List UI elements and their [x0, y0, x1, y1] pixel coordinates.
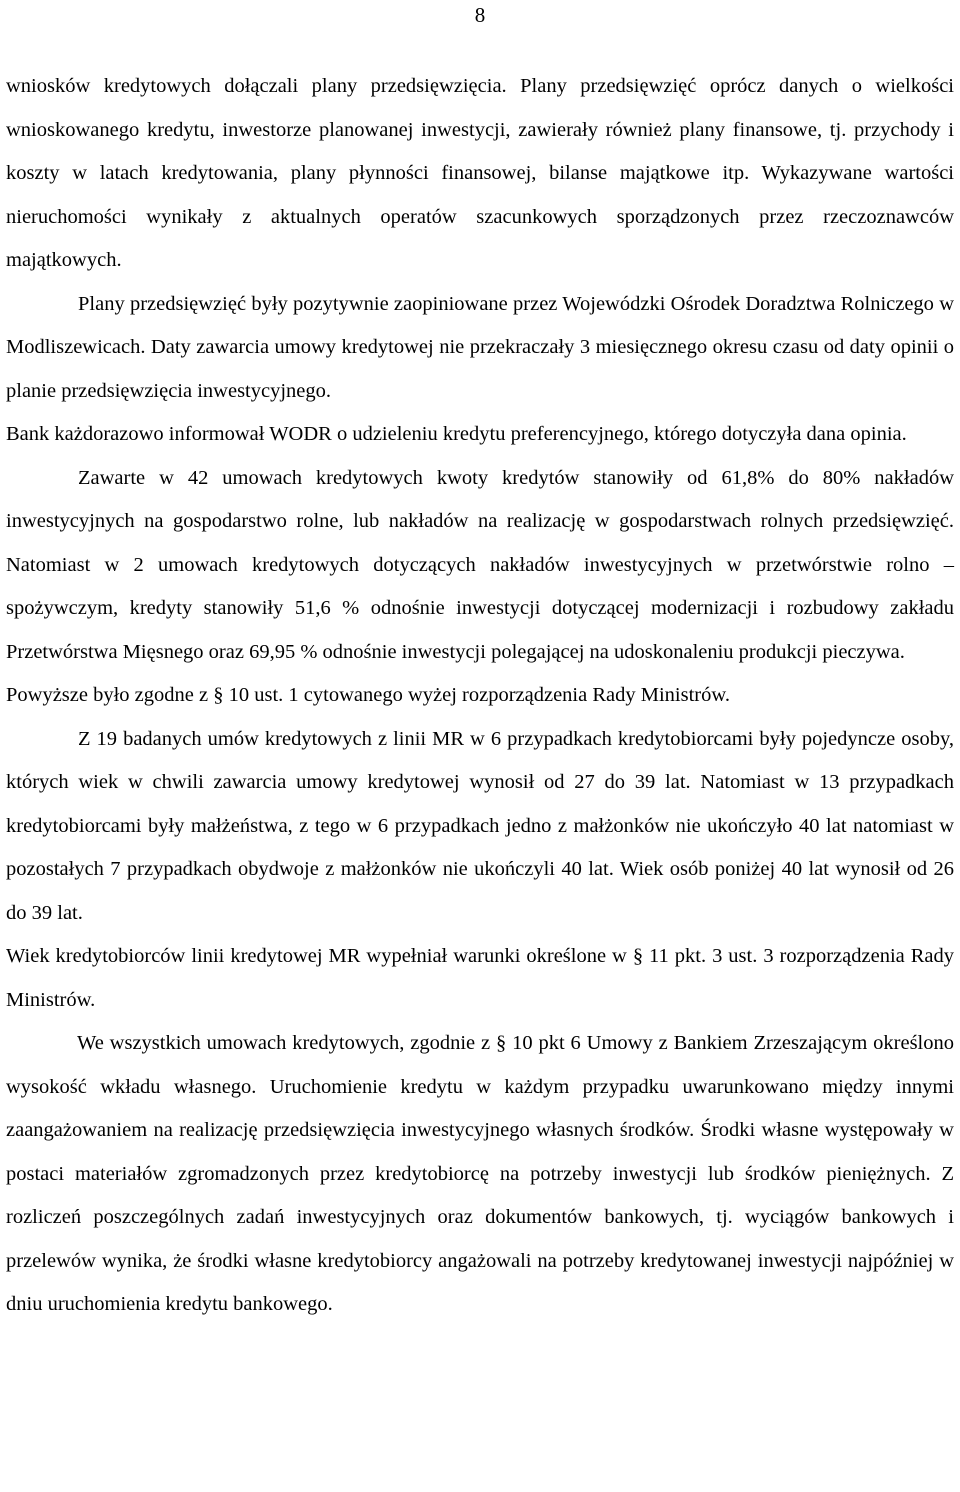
paragraph-age-conditions: Wiek kredytobiorców linii kredytowej MR wypełniał warunki określone w § 11 pkt. 3 ust. 3 rozporządzenia Rady Ministrów. — [6, 945, 954, 1011]
paragraph-bank-notification: Bank każdorazowo informował WODR o udzieleniu kredytu preferencyjnego, którego dotyczyła dana opinia. — [6, 423, 907, 445]
document-body — [6, 65, 954, 1327]
page-number: 8 — [474, 3, 486, 27]
paragraph-loan-applications: wniosków kredytowych dołączali plany przedsięwzięcia. Plany przedsięwzięć oprócz danych o wielkości wnioskowanego kredytu, inwestorze planowanej inwestycji, zawierały również plany finansowe, tj. przychody i koszty w latach kredytowania, plany płynności finansowej, bilanse majątkowe itp. Wykazywane wartości nieruchomości wynikały z aktualnych operatów szacunkowych sporządzonych przez rzeczoznawców majątkowych. — [6, 75, 954, 271]
paragraph-borrower-age: Z 19 badanych umów kredytowych z linii MR w 6 przypadkach kredytobiorcami były pojedyncze osoby, których wiek w chwili zawarcia umowy kredytowej wynosił od 27 do 39 lat. Natomiast w 13 przypadkach kredytobiorcami były małżeństwa, z tego w 6 przypadkach jedno z małżonków nie ukończyło 40 lat natomiast w pozostałych 7 przypadkach obydwoje z małżonków nie ukończyli 40 lat. Wiek osób poniżej 40 lat wynosił od 26 do 39 lat. — [6, 727, 954, 924]
paragraph-loan-share: Zawarte w 42 umowach kredytowych kwoty kredytów stanowiły od 61,8% do 80% nakładów inwestycyjnych na gospodarstwo rolne, lub nakładów na realizację w gospodarstwach rolnych przedsięwzięć. Natomiast w 2 umowach kredytowych dotyczących nakładów inwestycyjnych w przetwórstwie rolno – spożywczym, kredyty stanowiły 51,6 % odnośnie inwestycji dotyczącej modernizacji i rozbudowy zakładu Przetwórstwa Mięsnego oraz 69,95 % odnośnie inwestycji polegającej na udoskonaleniu produkcji pieczywa. — [6, 466, 954, 663]
paragraph-compliance: Powyższe było zgodne z § 10 ust. 1 cytowanego wyżej rozporządzenia Rady Ministrów. — [6, 684, 730, 706]
paragraph-wodr-opinions: Plany przedsięwzięć były pozytywnie zaopiniowane przez Wojewódzki Ośrodek Doradztwa Rolniczego w Modliszewicach. Daty zawarcia umowy kredytowej nie przekraczały 3 miesięcznego okresu czasu od daty opinii o planie przedsięwzięcia inwestycyjnego. — [6, 292, 954, 402]
paragraph-own-contribution: We wszystkich umowach kredytowych, zgodnie z § 10 pkt 6 Umowy z Bankiem Zrzeszającym określono wysokość wkładu własnego. Uruchomienie kredytu w każdym przypadku uwarunkowano między innymi zaangażowaniem na realizację przedsięwzięcia inwestycyjnego własnych środków. Środki własne występowały w postaci materiałów zgromadzonych przez kredytobiorcę na potrzeby inwestycji lub środków pieniężnych. Z rozliczeń poszczególnych zadań inwestycyjnych oraz dokumentów bankowych, tj. wyciągów bankowych i przelewów wynika, że środki własne kredytobiorcy angażowali na potrzeby kredytowanej inwestycji najpóźniej w dniu uruchomienia kredytu bankowego. — [6, 1032, 954, 1315]
